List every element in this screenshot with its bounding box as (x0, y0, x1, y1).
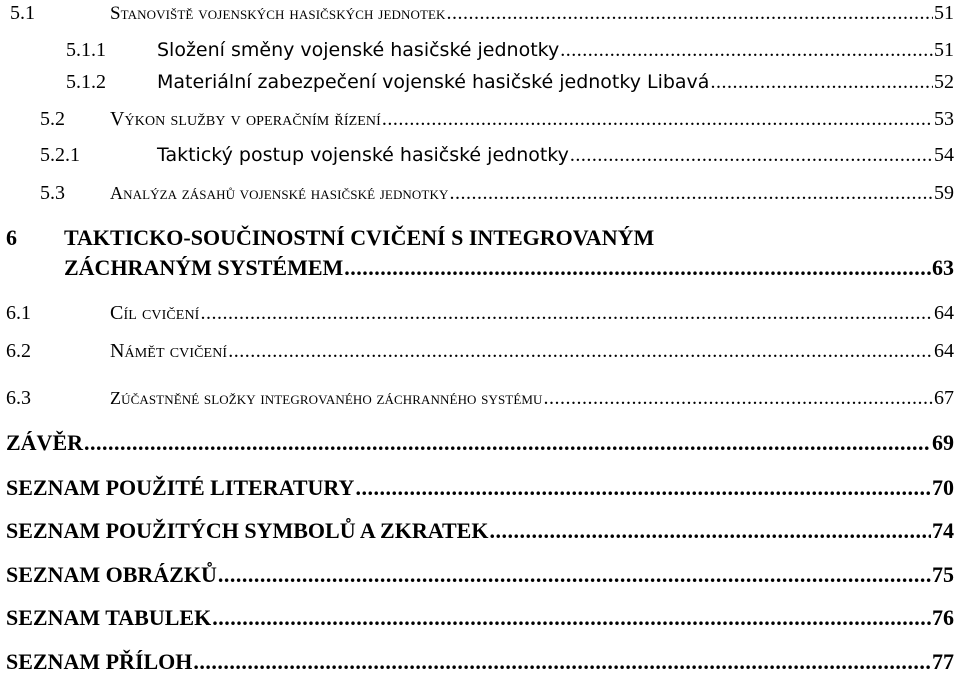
section-title-line2: ZÁCHRANÝM SYSTÉMEM (64, 255, 344, 280)
toc-entry-obrazky (0, 562, 954, 588)
section-title: Taktický postup vojenské hasičské jednotky (157, 144, 569, 166)
section-title: Analýza zásahů vojenské hasičské jednotky (110, 183, 449, 203)
section-number: 6.3 (6, 387, 31, 409)
dot-leader (570, 144, 933, 167)
dot-leader (218, 562, 931, 588)
toc-entry-5-2 (0, 108, 954, 131)
dot-leader (193, 649, 931, 675)
dot-leader (200, 302, 933, 325)
dot-leader (544, 387, 933, 410)
dot-leader (489, 518, 931, 544)
toc-entry-tabulky (0, 605, 954, 631)
section-title: Stanoviště vojenských hasičských jednotek (110, 3, 446, 24)
page-number: 53 (934, 108, 954, 130)
section-number: 6.2 (6, 340, 31, 362)
page-number: 69 (932, 430, 954, 455)
toc-entry-6-1 (0, 302, 954, 325)
page-number: 63 (932, 255, 954, 280)
page-number: 51 (934, 39, 954, 61)
page-number: 64 (934, 302, 954, 324)
toc-entry-symboly (0, 518, 954, 544)
toc-entry-5-1-2 (0, 71, 954, 94)
dot-leader (382, 108, 933, 131)
page-number: 52 (934, 71, 954, 93)
page-number: 74 (932, 518, 954, 543)
section-title: ZÁVĚR (6, 430, 84, 455)
section-title: SEZNAM PŘÍLOH (6, 649, 193, 674)
section-number: 6.1 (6, 302, 31, 324)
toc-entry-5-2-1 (0, 144, 954, 167)
section-title: Námět cvičení (110, 340, 228, 362)
page-number: 70 (932, 475, 954, 500)
toc-entry-5-1 (0, 2, 954, 25)
section-title: Zúčastněné složky integrovaného záchranného systému (110, 388, 543, 408)
section-number: 5.2 (40, 108, 65, 130)
dot-leader (84, 430, 931, 456)
section-title: Výkon služby v operačním řízení (110, 108, 381, 130)
page-number: 77 (932, 649, 954, 674)
toc-entry-prilohy (0, 649, 954, 675)
section-number: 5.3 (40, 182, 65, 204)
section-title: Cíl cvičení (110, 302, 200, 324)
dot-leader (449, 182, 933, 205)
toc-entry-6-3 (0, 387, 954, 410)
section-number: 5.1.1 (66, 39, 106, 61)
toc-entry-6 (0, 255, 954, 281)
section-title: Materiální zabezpečení vojenské hasičské jednotky Libavá (157, 71, 710, 93)
page-number: 75 (932, 562, 954, 587)
page-number: 76 (932, 605, 954, 630)
dot-leader (447, 2, 933, 25)
dot-leader (228, 340, 933, 363)
section-title-line1: TAKTICKO-SOUČINOSTNÍ CVIČENÍ S INTEGROVANÝM (64, 225, 655, 250)
dot-leader (710, 71, 933, 94)
page-number: 59 (934, 182, 954, 204)
toc-entry-6-line1 (0, 225, 654, 251)
dot-leader (560, 39, 933, 62)
page-number: 54 (934, 144, 954, 166)
section-title: SEZNAM POUŽITÉ LITERATURY (6, 475, 355, 500)
toc-entry-literatura (0, 475, 954, 501)
toc-entry-6-2 (0, 340, 954, 363)
section-title: SEZNAM TABULEK (6, 605, 212, 630)
page-number: 64 (934, 340, 954, 362)
dot-leader (212, 605, 931, 631)
section-number: 5.1 (10, 2, 35, 24)
section-title: SEZNAM POUŽITÝCH SYMBOLŮ A ZKRATEK (6, 518, 489, 543)
section-number: 5.1.2 (66, 71, 106, 93)
toc-entry-zaver (0, 430, 954, 456)
section-number: 6 (6, 225, 17, 250)
toc-entry-5-3 (0, 182, 954, 205)
section-title: Složení směny vojenské hasičské jednotky (157, 39, 560, 61)
page-number: 51 (934, 2, 954, 24)
toc-entry-5-1-1 (0, 39, 954, 62)
page-number: 67 (934, 387, 954, 409)
dot-leader (355, 475, 931, 501)
section-number: 5.2.1 (40, 144, 80, 166)
dot-leader (344, 255, 931, 281)
section-title: SEZNAM OBRÁZKŮ (6, 562, 217, 587)
